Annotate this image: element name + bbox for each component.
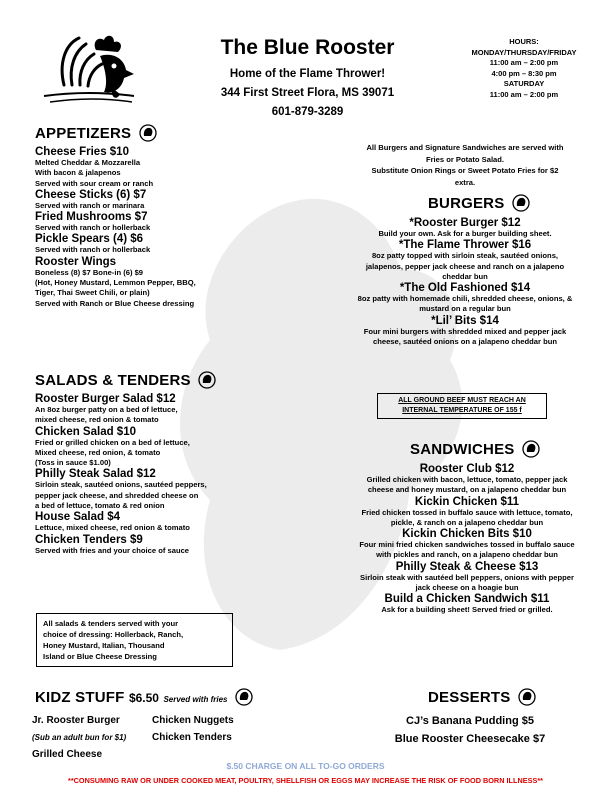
sandwiches-list [338,463,596,616]
menu-item-desc: 8oz patty with homemade chili, shredded cheese, onions, & [357,294,573,304]
menu-item-desc: cheese, sautéed onions on a jalapeno cheddar bun [373,337,557,347]
dressing-note-box [36,613,233,667]
menu-item-desc: jack cheese on a hoagie bun [415,583,519,593]
menu-item-name: Pickle Spears (4) $6 [35,233,144,246]
dessert-item: Blue Rooster Cheesecake $7 [394,733,546,745]
menu-item-name: Chicken Tenders $9 [35,533,143,546]
desserts-heading [428,688,536,706]
menu-item-desc: Sirloin steak with sautéed bell peppers, onions with pepper [360,572,574,582]
kidz-left-list [32,712,126,763]
rooster-icon [518,688,536,706]
appetizers-list [35,146,295,309]
rooster-logo-icon [34,30,134,108]
menu-item-desc: An 8oz burger patty on a bed of lettuce, [35,405,178,414]
menu-item-desc: Melted Cheddar & Mozzarella [35,158,141,167]
kidz-price: $6.50 [128,691,159,705]
intro-line: extra. [454,177,476,187]
menu-item-name: Kickin Chicken $11 [414,495,520,508]
menu-item-desc: Served with fries and your choice of sauce [35,545,190,555]
intro-line: Fries or Potato Salad. [425,154,505,164]
kidz-right-list [152,712,234,746]
beef-temperature-notice [377,393,547,419]
menu-item-name: Cheese Sticks (6) $7 [35,188,147,201]
menu-item-desc: Build your own. Ask for a burger building sheet. [378,229,552,238]
tagline: Home of the Flame Thrower! [229,68,386,80]
desserts-list [370,712,570,748]
section-title: BURGERS [428,195,505,212]
section-title: KIDZ STUFF [35,689,125,706]
hours-line: 11:00 am – 2:00 pm [489,58,559,67]
intro-line: All Burgers and Signature Sandwiches are served with [366,143,564,152]
rooster-icon [235,688,253,706]
menu-item-name: Fried Mushrooms $7 [35,211,148,224]
notice-line: INTERNAL TEMPERATURE OF 155 f [402,407,522,414]
menu-item-name: Cheese Fries $10 [35,146,129,158]
menu-item-name: Rooster Wings [35,255,117,268]
menu-item-desc: with pickles and ranch, on a jalapeno cheddar bun [376,550,558,560]
menu-item-desc: Served with ranch or hollerback [35,245,151,255]
address: 344 First Street Flora, MS 39071 [220,87,395,99]
menu-item-desc: Ask for a building sheet! Served fried or grilled. [381,605,553,615]
menu-item-desc: jalapenos, pepper jack cheese and ranch on a jalapeno [365,261,565,271]
note-line: Honey Mustard, Italian, Thousand [43,641,165,650]
menu-item-desc: a bed of lettuce, tomato & red onion [35,501,165,511]
menu-item-desc: With bacon & jalapenos [35,168,121,178]
sandwiches-heading [410,440,540,458]
intro-line: Substitute Onion Rings or Sweet Potato Fries for $2 [371,166,559,175]
menu-item-desc: Four mini burgers with shredded mixed and pepper jack [363,326,567,336]
burgers-intro [345,142,585,188]
menu-item-desc: cheddar bun [442,271,488,281]
menu-item-desc: Sirloin steak, sautéed onions, sautéed peppers, [35,480,207,490]
menu-item-name: Build a Chicken Sandwich $11 [384,593,550,606]
menu-item-name: *The Old Fashioned $14 [399,282,531,295]
hours-days-weekday: MONDAY/THURSDAY/FRIDAY [471,47,577,57]
phone-number: 601-879-3289 [271,106,344,118]
menu-item-desc: mustard on a regular bun [419,304,511,314]
menu-item-desc: pickle, & ranch on a jalapeno cheddar bun [390,517,544,527]
salads-list [35,393,300,556]
burgers-list [340,217,590,347]
menu-item-name: *Rooster Burger $12 [409,217,521,229]
menu-item-desc: Served with ranch or hollerback [35,223,151,233]
menu-item-desc: pepper jack cheese, and shredded cheese on [35,490,199,500]
hours-line: 4:00 pm – 8:30 pm [491,68,557,78]
menu-item-desc: mixed cheese, red onion & tomato [35,415,159,425]
note-line: Island or Blue Cheese Dressing [43,652,157,661]
section-title: APPETIZERS [35,125,132,142]
section-title: DESSERTS [428,689,511,706]
menu-item-name: Philly Steak Salad $12 [35,468,156,481]
menu-item-name: Rooster Burger Salad $12 [35,393,176,405]
menu-item-desc: Served with Ranch or Blue Cheese dressing [35,298,195,308]
kidz-note: Served with fries [163,695,228,704]
menu-item-name: *Lil’ Bits $14 [431,314,499,327]
menu-item-name: Kickin Chicken Bits $10 [402,528,532,541]
rooster-icon [522,440,540,458]
togo-charge-note: $.50 CHARGE ON ALL TO-GO ORDERS [226,761,385,771]
appetizers-heading [35,124,157,142]
menu-item-desc: Served with ranch or marinara [35,200,145,210]
restaurant-name: The Blue Rooster [220,36,395,59]
hours-heading: HOURS: [509,37,539,46]
menu-item-desc: Tiger, Thai Sweet Chili, or plain) [35,288,150,298]
menu-item-desc: (Toss in sauce $1.00) [35,458,111,468]
notice-line: ALL GROUND BEEF MUST REACH AN [398,397,526,404]
menu-item-desc: Lettuce, mixed cheese, red onion & tomato [35,523,190,533]
menu-item-desc: Fried chicken tossed in buffalo sauce with lettuce, tomato, [361,507,573,517]
kidz-item: Grilled Cheese [32,749,103,760]
kidz-item: Jr. Rooster Burger [32,715,120,726]
menu-item-name: Philly Steak & Cheese $13 [395,560,539,573]
rooster-icon [139,124,157,142]
menu-item-desc: Four mini fried chicken sandwiches tossed in buffalo sauce [359,540,575,550]
rooster-icon [512,194,530,212]
section-title: SALADS & TENDERS [35,372,191,389]
menu-item-desc: cheese and honey mustard, on a jalapeno cheddar bun [367,485,567,495]
food-safety-warning: **CONSUMING RAW OR UNDER COOKED MEAT, POULTRY, SHELLFISH OR EGGS MAY INCREASE THE RISK OF FOOD BORN ILLNESS** [67,776,543,785]
dessert-item: CJ’s Banana Pudding $5 [406,715,534,727]
note-line: All salads & tenders served with your [43,619,179,628]
kidz-item: Chicken Nuggets [152,715,234,726]
menu-item-desc: Served with sour cream or ranch [35,178,154,188]
menu-item-name: Rooster Club $12 [419,463,515,475]
menu-item-desc: 8oz patty topped with sirloin steak, sautéed onions, [371,251,559,261]
hours-line: 11:00 am – 2:00 pm [489,89,559,99]
burgers-heading [428,194,530,212]
salads-heading [35,371,216,389]
rooster-icon [198,371,216,389]
section-title: SANDWICHES [410,441,515,458]
kidz-item: Chicken Tenders [152,732,232,743]
hours-block [454,37,594,100]
menu-item-name: House Salad $4 [35,511,121,524]
hours-days-saturday: SATURDAY [503,79,545,88]
note-line: choice of dressing: Hollerback, Ranch, [43,630,184,639]
menu-item-desc: (Hot, Honey Mustard, Lemmon Pepper, BBQ, [35,278,196,288]
kidz-heading [35,688,253,707]
menu-item-name: *The Flame Thrower $16 [398,239,532,252]
menu-item-desc: Fried or grilled chicken on a bed of lettuce, [35,437,190,447]
kidz-item-note: (Sub an adult bun for $1) [32,733,127,742]
menu-item-name: Chicken Salad $10 [35,425,136,438]
menu-item-desc: Boneless (8) $7 Bone-in (6) $9 [35,267,144,277]
menu-item-desc: Grilled chicken with bacon, lettuce, tomato, pepper jack [366,475,568,484]
menu-item-desc: Mixed cheese, red onion, & tomato [35,447,161,457]
